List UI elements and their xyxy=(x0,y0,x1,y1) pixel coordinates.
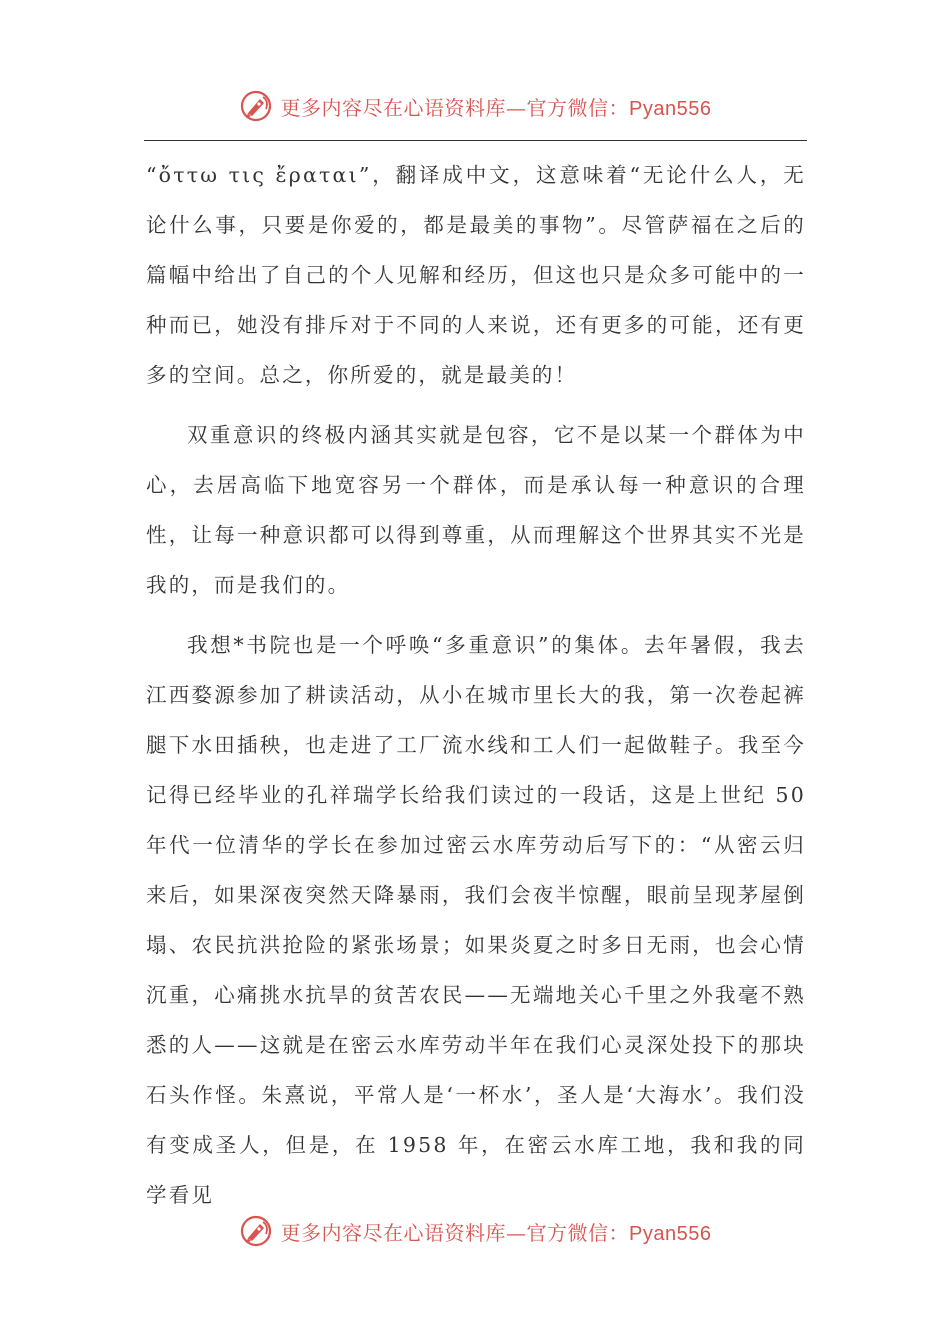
footer-wechat-id: Pyan556 xyxy=(629,1222,712,1245)
paragraph-2: 双重意识的终极内涵其实就是包容，它不是以某一个群体为中心，去居高临下地宽容另一个群体，而是承认每一种意识的合理性，让每一种意识都可以得到尊重，从而理解这个世界其实不光是我的，而是我们的。 xyxy=(146,423,806,597)
footer-brand-line xyxy=(281,1217,712,1246)
pen-nib-icon xyxy=(239,1214,273,1248)
pen-nib-icon xyxy=(239,89,273,123)
paragraph-1: “ὄττω τις ἔραται”，翻译成中文，这意味着“无论什么人，无论什么事，只要是你爱的，都是最美的事物”。尽管萨福在之后的篇幅中给出了自己的个人见解和经历，但这也只是众多可能中的一种而已，她没有排斥对于不同的人来说，还有更多的可能，还有更多的空间。总之，你所爱的，就是最美的！ xyxy=(146,163,806,387)
page-header xyxy=(0,84,950,128)
header-wechat-label: 官方微信： xyxy=(526,95,630,120)
header-brand-line xyxy=(281,92,712,121)
header-divider xyxy=(144,140,807,141)
footer-brand: 更多内容尽在心语资料库 xyxy=(280,1220,507,1245)
header-separator: — xyxy=(506,95,527,120)
document-body xyxy=(146,150,806,1220)
footer-separator: — xyxy=(506,1220,527,1245)
header-brand: 更多内容尽在心语资料库 xyxy=(280,95,507,120)
header-wechat-id: Pyan556 xyxy=(629,97,712,120)
footer-wechat-label: 官方微信： xyxy=(526,1220,630,1245)
page-footer xyxy=(0,1209,950,1253)
paragraph-3: 我想*书院也是一个呼唤“多重意识”的集体。去年暑假，我去江西婺源参加了耕读活动，从小在城市里长大的我，第一次卷起裤腿下水田插秧，也走进了工厂流水线和工人们一起做鞋子。我至今记得已经毕业的孔祥瑞学长给我们读过的一段话，这是上世纪 50 年代一位清华的学长在参加过密云水库劳动后写下的：“从密云归来后，如果深夜突然天降暴雨，我们会夜半惊醒，眼前呈现茅屋倒塌、农民抗洪抢险的紧张场景；如果炎夏之时多日无雨，也会心情沉重，心痛挑水抗旱的贫苦农民——无端地关心千里之外我毫不熟悉的人——这就是在密云水库劳动半年在我们心灵深处投下的那块石头作怪。朱熹说，平常人是‘一杯水’，圣人是‘大海水’。我们没有变成圣人，但是，在 1958 年，在密云水库工地，我和我的同学看见 xyxy=(146,633,806,1207)
